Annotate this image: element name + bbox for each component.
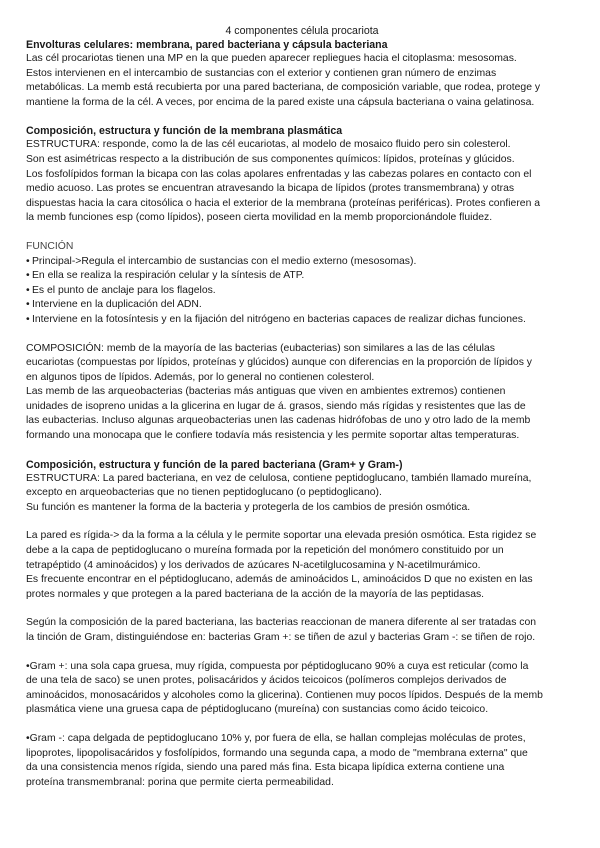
text-line: Estos intervienen en el intercambio de sustancias con el exterior y contienen gran número de enzimas: [26, 67, 497, 79]
section-heading-membrana: Composición, estructura y función de la membrana plasmática: [26, 125, 343, 138]
bullet-icon: •: [26, 255, 30, 267]
list-item: • En ella se realiza la respiración celular y la síntesis de ATP.: [26, 269, 578, 284]
list-item: • Es el punto de anclaje para los flagelos.: [26, 284, 578, 299]
paragraph-pared-rigida: [26, 529, 578, 602]
text-line: mantiene la forma de la cél. A veces, por encima de la pared existe una cápsula bacteriana o vaina gelatinosa.: [26, 96, 535, 108]
funcion-list: [26, 255, 578, 328]
text-line: de una tela de saco) se unen protes, polisacáridos y ácidos teicoicos (polímeros complejos derivados de: [26, 675, 507, 687]
text-line: eucariotas (compuestas por lípidos, proteínas y glúcidos) aunque con diferencias en la proporción de lípidos y: [26, 357, 532, 369]
document-title: 4 componentes célula procariota: [225, 25, 379, 37]
text-line: medio acuoso. Las protes se encuentran atravesando la bicapa de lípidos (protes transmembrana) y otras: [26, 183, 515, 195]
text-line: proteína transmembranal: porina que permite cierta permeabilidad.: [26, 776, 334, 788]
text-line: Las memb de las arqueobacterias (bacterias más antiguas que viven en ambientes extremos) contienen: [26, 386, 506, 398]
text-line: en algunos tipos de lípidos. Además, por lo general no contienen colesterol.: [26, 371, 375, 383]
text-line: Las cél procariotas tienen una MP en la que pueden aparecer repliegues hacia el citoplasma: mesosomas.: [26, 53, 517, 64]
text-line: dispuestas hacia la cara citosólica o hacia el exterior de la membrana (proteínas periféricas). Protes confieren a: [26, 197, 541, 209]
list-item: • Interviene en la duplicación del ADN.: [26, 298, 578, 313]
text-line: debe a la capa de peptidoglucano o mureína formada por la repetición del monómero constituido por un: [26, 545, 504, 557]
text-line: metabólicas. La memb está recubierta por una pared bacteriana, de composición variable, que rodea, protege y: [26, 82, 541, 94]
paragraph-envolturas: [26, 52, 578, 110]
text-line: COMPOSICIÓN: memb de la mayoría de las bacterias (eubacterias) son similares a las de las células: [26, 342, 495, 354]
text-line: da una consistencia menos rígida, siendo una pared más fina. Esta bicapa lipídica externa contiene una: [26, 762, 505, 774]
bullet-icon: •: [26, 299, 30, 311]
text-line: •Gram +: una sola capa gruesa, muy rígida, compuesta por péptidoglucano 90% a cuya est reticular (como la: [26, 660, 529, 672]
text-line: plasmática viene una gruesa capa de péptidoglucano (mureína) con sustancias como ácido teicoico.: [26, 704, 489, 716]
text-line: tetrapéptido (4 aminoácidos) y los derivados de azúcares N-acetilglucosamina y N-acetilmurámico.: [26, 559, 481, 571]
bullet-icon: •: [26, 270, 30, 282]
paragraph-composicion-membrana: [26, 342, 578, 444]
text-line: ESTRUCTURA: La pared bacteriana, en vez de celulosa, contiene peptidoglucano, también llamado mureína,: [26, 472, 532, 484]
funcion-label: FUNCIÓN: [26, 240, 74, 252]
text-line: Son est asimétricas respecto a la distribución de sus componentes químicos: lípidos, proteínas y glúcidos.: [26, 153, 515, 165]
text-line: la memb funciones esp (como lípidos), poseen cierta movilidad en la memb proporcionándole fluidez.: [26, 212, 493, 224]
list-item: • Interviene en la fotosíntesis y en la fijación del nitrógeno en bacterias capaces de realizar dichas funciones.: [26, 313, 578, 328]
text-line: Los fosfolípidos forman la bicapa con las colas apolares enfrentadas y las cabezas polares en contacto con el: [26, 168, 532, 180]
bullet-icon: •: [26, 313, 30, 325]
text-line: Es frecuente encontrar en el péptidoglucano, además de aminoácidos L, aminoácidos D que no existen en las: [26, 574, 533, 586]
text-line: •Gram -: capa delgada de peptidoglucano 10% y, por fuera de ella, se hallan complejas moléculas de protes,: [26, 732, 526, 744]
text-line: Su función es mantener la forma de la bacteria y protegerla de los cambios de presión osmótica.: [26, 501, 471, 513]
text-line: aminoácidos, monosacáridos y alcoholes como la glicerina). Contienen muy pocos lípidos. Después de la memb: [26, 689, 543, 701]
text-line: excepto en arqueobacterias que no tienen peptidoglucano (o peptidoglicano).: [26, 487, 382, 499]
paragraph-tincion-gram: [26, 616, 578, 645]
text-line: lipoprotes, lipopolisacáridos y fosfolípidos, formando una segunda capa, a modo de "membrana externa" que: [26, 747, 528, 759]
text-line: protes normales y que protegen a la pared bacteriana de la acción de la mayoría de las peptidasas.: [26, 588, 485, 600]
text-line: La pared es rígida-> da la forma a la célula y le permite soportar una elevada presión osmótica. Esta rigidez se: [26, 530, 537, 542]
text-line: la tinción de Gram, distinguiéndose en: bacterias Gram +: se tiñen de azul y bacterias Gram -: se tiñen de rojo.: [26, 632, 536, 643]
text-line: ESTRUCTURA: responde, como la de las cél eucariotas, al modelo de mosaico fluido pero sin colesterol.: [26, 139, 511, 151]
text-line: formando una monocapa que le confiere todavía más resistencia y les permite soportar altas temperaturas.: [26, 430, 520, 442]
paragraph-gram-negativo: [26, 732, 578, 790]
bullet-icon: •: [26, 284, 30, 296]
paragraph-estructura-membrana: [26, 138, 578, 226]
list-item: • Principal->Regula el intercambio de sustancias con el medio externo (mesosomas).: [26, 255, 578, 270]
section-heading-pared: Composición, estructura y función de la pared bacteriana (Gram+ y Gram-): [26, 458, 403, 471]
text-line: las eubacterias. Incluso algunas arqueobacterias unen las cadenas hidrófobas de uno y otro lado de la memb: [26, 415, 531, 427]
text-line: unidades de isopreno unidas a la glicerina en lugar de á. grasos, siendo más rígidas y resistentes que las de: [26, 400, 526, 412]
paragraph-gram-positivo: [26, 660, 578, 718]
section-heading-envolturas: Envolturas celulares: membrana, pared bacteriana y cápsula bacteriana: [26, 39, 388, 51]
paragraph-estructura-pared: [26, 472, 578, 516]
text-line: Según la composición de la pared bacteriana, las bacterias reaccionan de manera diferente al ser tratadas con: [26, 617, 537, 629]
